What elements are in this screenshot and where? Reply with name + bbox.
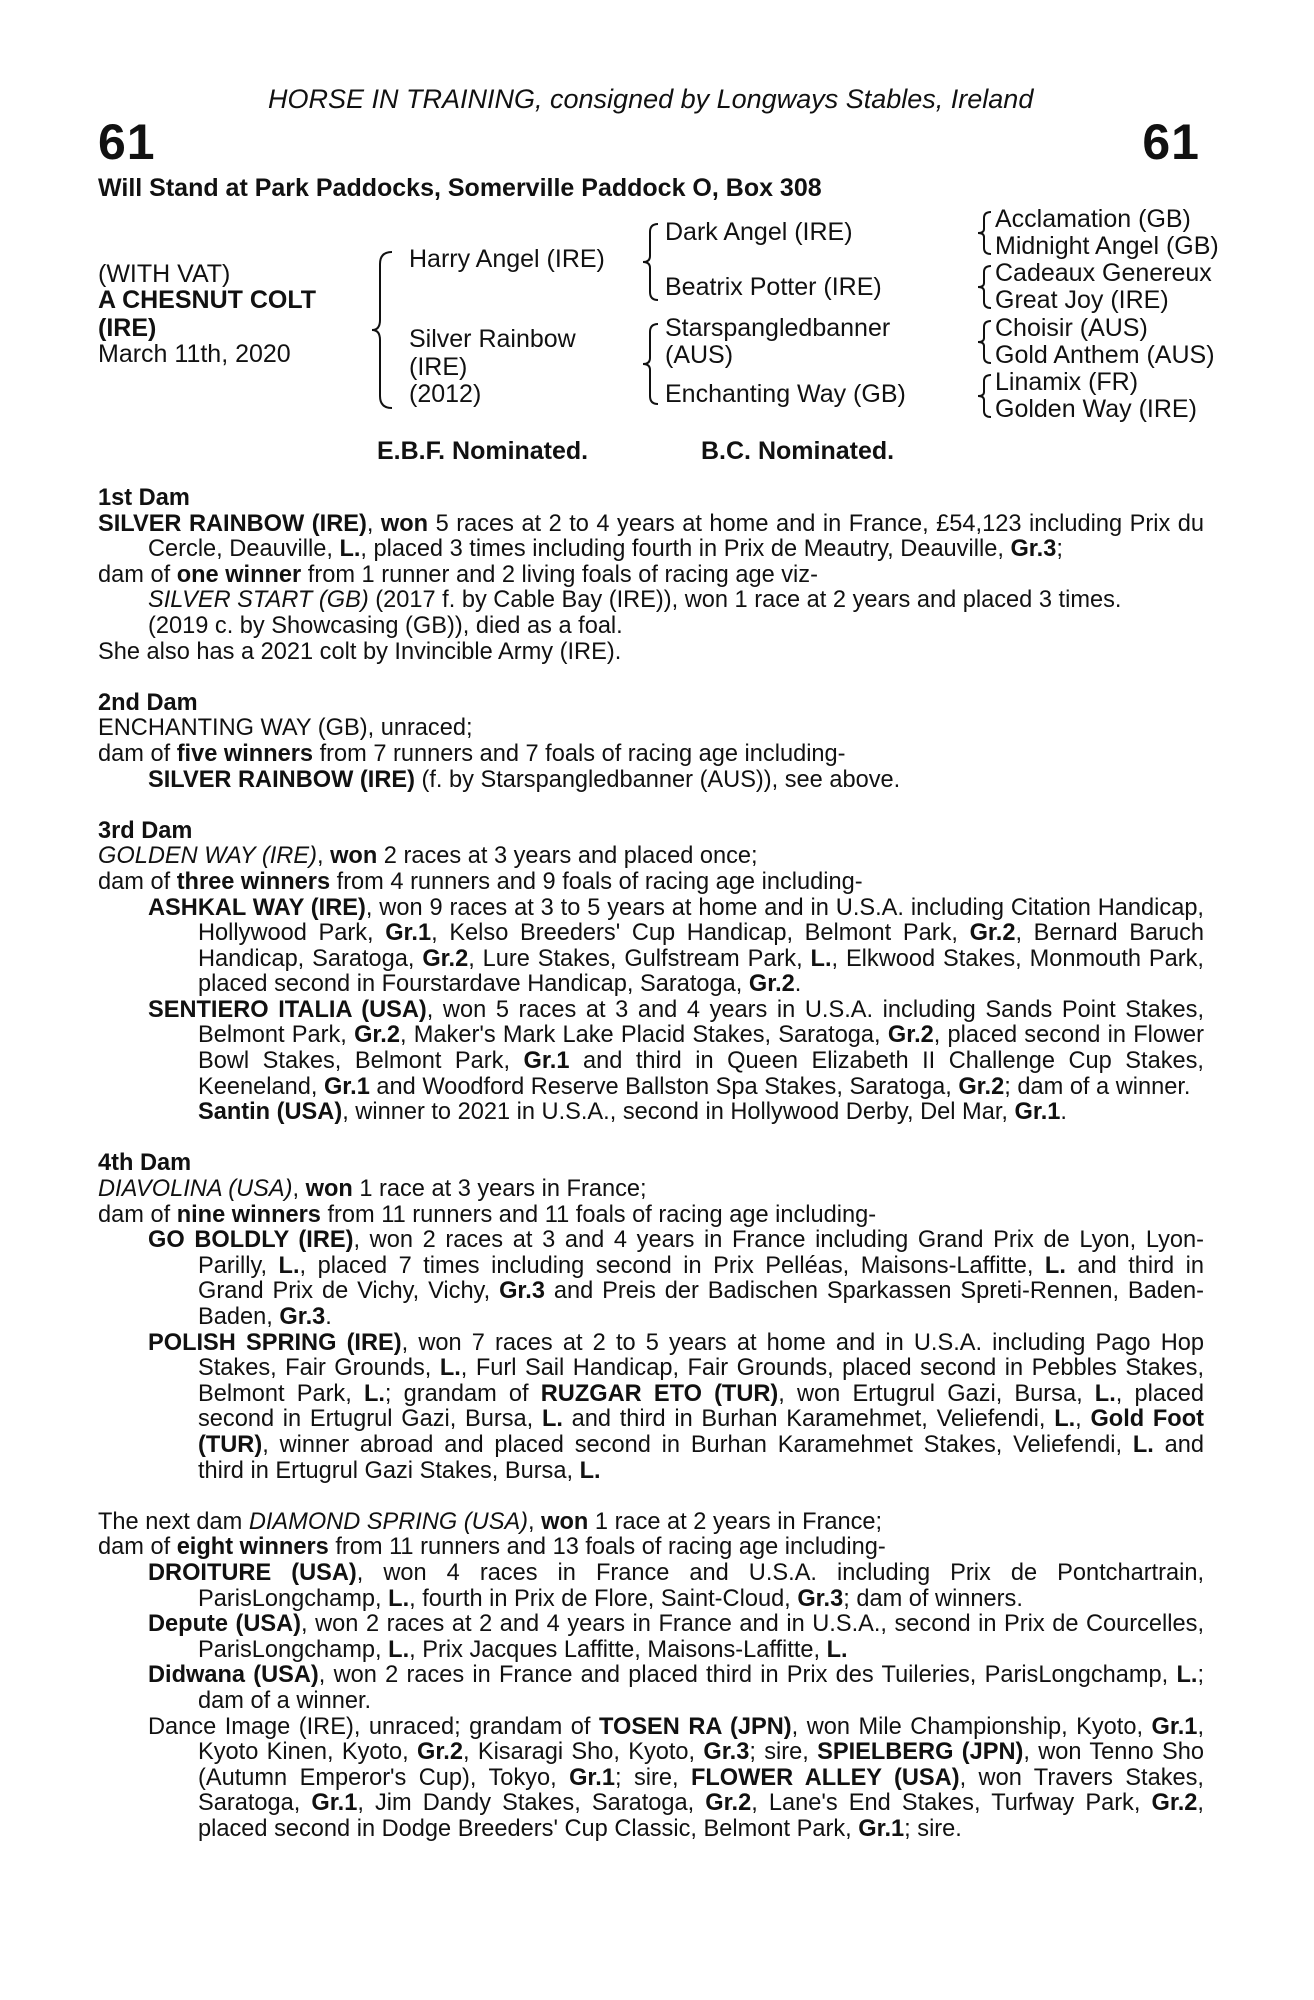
dam-entry: SILVER RAINBOW (IRE), won 5 races at 2 to 4 years at home and in France, £54,123 including Prix du Cercle, Deauville, L., placed 3 times including fourth in Prix de Meautry, Deauville, Gr.3; xyxy=(98,510,1204,563)
first-dam-section xyxy=(98,486,1204,665)
dam-sire: Starspangledbanner xyxy=(665,314,891,342)
produce-entry: Depute (USA), won 2 races at 2 and 4 years in France and in U.S.A., second in Prix de Courcelles, ParisLongchamp, L., Prix Jacques Laffitte, Maisons-Laffitte, L. xyxy=(148,1611,1205,1663)
lot-number-left: 61 xyxy=(98,114,156,170)
produce-summary: dam of eight winners from 11 runners and 13 foals of racing age including- xyxy=(98,1534,886,1561)
section-heading: 3rd Dam xyxy=(98,817,193,844)
sire-dam-sire: Cadeaux Genereux xyxy=(995,259,1212,287)
ebf-nomination: E.B.F. Nominated. xyxy=(377,437,589,465)
horse-description-origin: (IRE) xyxy=(98,314,157,342)
horse-name: SILVER RAINBOW (IRE) xyxy=(98,510,367,537)
stand-location: Will Stand at Park Paddocks, Somerville Paddock O, Box 308 xyxy=(98,174,822,202)
dam-entry: DIAVOLINA (USA), won 1 race at 3 years in France; xyxy=(98,1176,647,1203)
sire-sire: Dark Angel (IRE) xyxy=(665,218,853,246)
produce-entry: ASHKAL WAY (IRE), won 9 races at 3 to 5 years at home and in U.S.A. including Citation Handicap, Hollywood Park, Gr.1, Kelso Breeders' Cup Handicap, Belmont Park, Gr.2, Bernard Baruch Handicap, Saratoga, Gr.2, Lure Stakes, Gulfstream Park, L., Elkwood Stakes, Monmouth Park, placed second in Fourstardave Handicap, Saratoga, Gr.2. xyxy=(148,894,1205,998)
vat-note: (WITH VAT) xyxy=(98,260,231,288)
dam-entry: ENCHANTING WAY (GB), unraced; xyxy=(98,715,473,742)
dam: Silver Rainbow xyxy=(409,325,576,353)
sire-dam-dam: Great Joy (IRE) xyxy=(995,286,1169,314)
dam-entry: The next dam DIAMOND SPRING (USA), won 1 race at 2 years in France; xyxy=(98,1508,883,1535)
catalogue-heading: HORSE IN TRAINING, consigned by Longways Stables, Ireland xyxy=(268,84,1034,114)
produce-note: She also has a 2021 colt by Invincible Army (IRE). xyxy=(98,638,622,665)
fourth-dam-section xyxy=(98,1151,1204,1484)
produce-entry: SILVER START (GB) (2017 f. by Cable Bay (IRE)), won 1 race at 2 years and placed 3 times. xyxy=(148,587,1122,614)
sire-dam: Beatrix Potter (IRE) xyxy=(665,273,882,301)
lot-number-right: 61 xyxy=(1142,114,1200,170)
horse-description: A CHESNUT COLT xyxy=(98,286,317,314)
dam-entry: GOLDEN WAY (IRE), won 2 races at 3 years and placed once; xyxy=(98,843,758,870)
produce-record xyxy=(98,486,1204,1842)
dam-dam-dam: Golden Way (IRE) xyxy=(995,395,1197,423)
pedigree-bracket xyxy=(370,250,400,410)
produce-summary: dam of one winner from 1 runner and 2 living foals of racing age viz- xyxy=(98,561,818,588)
produce-summary: dam of five winners from 7 runners and 7 foals of racing age including- xyxy=(98,740,846,767)
produce-entry: Dance Image (IRE), unraced; grandam of TOSEN RA (JPN), won Mile Championship, Kyoto, Gr.1, Kyoto Kinen, Kyoto, Gr.2, Kisaragi Sho, Kyoto, Gr.3; sire, SPIELBERG (JPN), won Tenno Sho (Autumn Emperor's Cup), Tokyo, Gr.1; sire, FLOWER ALLEY (USA), won Travers Stakes, Saratoga, Gr.1, Jim Dandy Stakes, Saratoga, Gr.2, Lane's End Stakes, Turfway Park, Gr.2, placed second in Dodge Breeders' Cup Classic, Belmont Park, Gr.1; sire. xyxy=(148,1713,1204,1842)
pedigree-bracket xyxy=(975,373,995,419)
sire-sire-sire: Acclamation (GB) xyxy=(995,205,1191,233)
dam-foaled: (2012) xyxy=(409,380,482,408)
section-heading: 2nd Dam xyxy=(98,689,198,716)
dam-origin: (IRE) xyxy=(409,353,468,381)
horse-name: SILVER START (GB) xyxy=(148,587,369,614)
produce-entry: DROITURE (USA), won 4 races in France and U.S.A. including Prix de Pontchartrain, ParisLongchamp, L., fourth in Prix de Flore, Saint-Cloud, Gr.3; dam of winners. xyxy=(148,1559,1204,1612)
sire-sire-dam: Midnight Angel (GB) xyxy=(995,232,1219,260)
dam-sire-sire: Choisir (AUS) xyxy=(995,314,1148,342)
pedigree-bracket xyxy=(975,319,995,365)
produce-summary: dam of nine winners from 11 runners and 11 foals of racing age including- xyxy=(98,1201,877,1228)
produce-summary: dam of three winners from 4 runners and 9 foals of racing age including- xyxy=(98,868,863,895)
section-heading: 1st Dam xyxy=(98,485,190,511)
pedigree-bracket xyxy=(975,210,995,256)
foaling-date: March 11th, 2020 xyxy=(98,340,291,368)
section-heading: 4th Dam xyxy=(98,1150,192,1177)
next-dam-section xyxy=(98,1510,1204,1843)
produce-entry: Didwana (USA), won 2 races in France and placed third in Prix des Tuileries, ParisLongchamp, L.; dam of a winner. xyxy=(148,1662,1204,1714)
pedigree-bracket xyxy=(640,222,664,302)
produce-entry: Santin (USA), winner to 2021 in U.S.A., second in Hollywood Derby, Del Mar, Gr.1. xyxy=(198,1099,1067,1126)
pedigree-bracket xyxy=(975,264,995,310)
produce-entry: (2019 c. by Showcasing (GB)), died as a foal. xyxy=(148,612,623,639)
produce-entry: SENTIERO ITALIA (USA), won 5 races at 3 and 4 years in U.S.A. including Sands Point Stakes, Belmont Park, Gr.2, Maker's Mark Lake Placid Stakes, Saratoga, Gr.2, placed second in Flower Bowl Stakes, Belmont Park, Gr.1 and third in Queen Elizabeth II Challenge Cup Stakes, Keeneland, Gr.1 and Woodford Reserve Ballston Spa Stakes, Saratoga, Gr.2; dam of a winner. xyxy=(148,996,1204,1100)
dam-dam: Enchanting Way (GB) xyxy=(665,380,906,408)
pedigree-bracket xyxy=(640,322,664,406)
dam-sire-origin: (AUS) xyxy=(665,341,734,369)
horse-name: SILVER RAINBOW (IRE) xyxy=(148,766,415,793)
second-dam-section xyxy=(98,691,1204,793)
bc-nomination: B.C. Nominated. xyxy=(701,437,895,465)
produce-entry: GO BOLDLY (IRE), won 2 races at 3 and 4 years in France including Grand Prix de Lyon, Lyon-Parilly, L., placed 7 times including second in Prix Pelléas, Maisons-Laffitte, L. and third in Grand Prix de Vichy, Vichy, Gr.3 and Preis der Badischen Sparkassen Spreti-Rennen, Baden-Baden, Gr.3. xyxy=(148,1227,1204,1330)
produce-entry: SILVER RAINBOW (IRE) (f. by Starspangledbanner (AUS)), see above. xyxy=(148,766,901,793)
third-dam-section xyxy=(98,819,1204,1126)
sire: Harry Angel (IRE) xyxy=(409,245,605,273)
produce-entry: POLISH SPRING (IRE), won 7 races at 2 to 5 years at home and in U.S.A. including Pago Hop Stakes, Fair Grounds, L., Furl Sail Handicap, Fair Grounds, placed second in Pebbles Stakes, Belmont Park, L.; grandam of RUZGAR ETO (TUR), won Ertugrul Gazi, Bursa, L., placed second in Ertugrul Gazi, Bursa, L. and third in Burhan Karamehmet, Veliefendi, L., Gold Foot (TUR), winner abroad and placed second in Burhan Karamehmet Stakes, Veliefendi, L. and third in Ertugrul Gazi Stakes, Bursa, L. xyxy=(148,1329,1205,1484)
dam-dam-sire: Linamix (FR) xyxy=(995,368,1139,396)
dam-sire-dam: Gold Anthem (AUS) xyxy=(995,341,1215,369)
